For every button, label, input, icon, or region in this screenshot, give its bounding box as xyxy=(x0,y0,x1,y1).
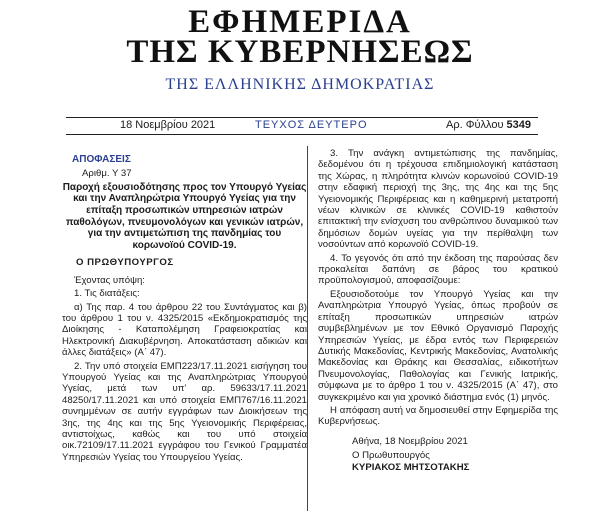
issue-date: 18 Νοεμβρίου 2021 xyxy=(120,119,216,131)
item-3-paragraph: 3. Την ανάγκη αντιμετώπισης της πανδημίας, δεδομένου ότι η τρέχουσα επιδημιολογική κατάσταση της Χώρας, η πληρότητα κλινών κορωνοϊού COVID-19 στην εδαφική περιοχή της 3ης, της 4ης και της 5ης Υγειονομικής Περιφέρειας και η καθημερινή μετατροπή νέων κλινικών σε κλινικές COVID-19 καθιστούν επιτακτική την ενίσχυση του ανθρώπινου δυναμικού των δημόσιων δομών υγείας για την περίθαλψη των νοσούντων από κορωνοϊό COVID-19. xyxy=(318,148,558,251)
item-2-paragraph: 2. Την υπό στοιχεία ΕΜΠ223/17.11.2021 εισήγηση του Υπουργού Υγείας και της Αναπληρώτριας Υπουργού Υγείας, μετά των υπ' αρ. 59633/17.11.2021 48250/17.11.2021 και υπό στοιχεία ΕΜΠ767/16.11.2021 συνημμένων σε αυτήν εγγράφων των Διοικήσεων της 3ης, της 4ης και της 5ης Υγειονομικής Περιφέρειας, αντιστοίχως, καθώς και του υπό στοιχεία οικ.72109/17.11.2021 εγγράφου του Γενικού Γραμματέα Υπηρεσιών Υγείας του Υπουργείου Υγείας. xyxy=(62,360,307,463)
item-4-paragraph: 4. Το γεγονός ότι από την έκδοση της παρούσας δεν προκαλείται δαπάνη σε βάρος του κρατικού προϋπολογισμού, αποφασίζουμε: xyxy=(318,252,558,287)
pm-label: Ο Πρωθυπουργός xyxy=(352,450,430,462)
decision-number: Αριθμ. Υ 37 xyxy=(82,168,132,180)
gazette-title: ΕΦΗΜΕΡΙΔΑ xyxy=(188,4,412,40)
gazette-title-line2: ΤΗΣ ΚΥΒΕΡΝΗΣΕΩΣ xyxy=(126,34,474,70)
right-column xyxy=(318,148,558,473)
sheet-number xyxy=(446,119,531,131)
decision-paragraph: Εξουσιοδοτούμε τον Υπουργό Υγείας και την Αναπληρώτρια Υπουργό Υγείας, όπως προβούν σε επίταξη προσωπικών υπηρεσιών ιατρών συμβεβλημένων με τον Εθνικό Οργανισμό Παροχής Υπηρεσιών Υγείας, με έδρα εντός των Περιφερειών Δυτικής Μακεδονίας, Κεντρικής Μακεδονίας, Ανατολικής Μακεδονίας και Θράκης και Θεσσαλίας, ειδικοτήτων Πνευμονολογίας, Παθολογίας και Γενικής Ιατρικής, σύμφωνα με το άρθρο 1 του ν. 4325/2015 (Α΄ 47), στο συγκεκριμένο και για χρονικό διάστημα ενός (1) μηνός. xyxy=(318,288,558,403)
issue-series: ΤΕΥΧΟΣ ΔΕΥΤΕΡΟ xyxy=(255,119,368,131)
sheet-number-value: 5349 xyxy=(506,119,532,131)
pm-name: ΚΥΡΙΑΚΟΣ ΜΗΤΣΟΤΑΚΗΣ xyxy=(352,461,470,473)
item-a-paragraph: α) Της παρ. 4 του άρθρου 22 του Συντάγματος και β) του άρθρου 1 του ν. 4325/2015 «Εκδημοκρατισμός της Διοίκησης - Καταπολέμηση Γραφειοκρατίας και Ηλεκτρονική Διακυβέρνηση. Αποκατάσταση αδικιών και άλλες διατάξεις» (Α΄ 47). xyxy=(62,301,307,359)
place-date: Αθήνα, 18 Νοεμβρίου 2021 xyxy=(352,435,468,447)
provisions-label: 1. Τις διατάξεις: xyxy=(74,288,140,300)
sheet-label: Αρ. Φύλλου xyxy=(446,119,504,131)
considering-label: Έχοντας υπόψη: xyxy=(74,274,145,286)
publish-paragraph: Η απόφαση αυτή να δημοσιευθεί στην Εφημερίδα της Κυβερνήσεως. xyxy=(318,404,558,428)
header-rule-top xyxy=(66,117,538,118)
header-rule-bottom xyxy=(66,134,538,135)
gazette-subtitle: ΤΗΣ ΕΛΛΗΝΙΚΗΣ ΔΗΜΟΚΡΑΤΙΑΣ xyxy=(165,76,435,93)
signer-title: Ο ΠΡΩΘΥΠΟΥΡΓΟΣ xyxy=(76,257,174,269)
left-column xyxy=(62,148,307,465)
section-title: ΑΠΟΦΑΣΕΙΣ xyxy=(72,154,131,165)
decision-subject: Παροχή εξουσιοδότησης προς τον Υπουργό Υγείας και την Αναπληρώτρια Υπουργό Υγείας για την επίταξη προσωπικών υπηρεσιών ιατρών παθολόγων, πνευμονολόγων και γενικών ιατρών, για την αντιμετώπιση της πανδημίας του κορωνοϊού COVID-19. xyxy=(62,181,307,251)
column-divider xyxy=(307,146,308,511)
